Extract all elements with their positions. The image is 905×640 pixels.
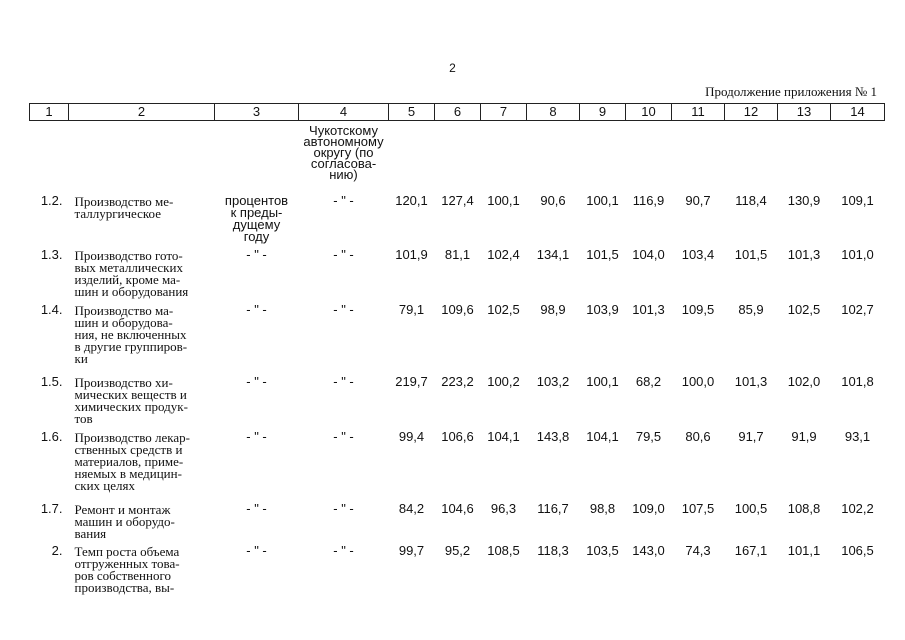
value-cell-col-10: 79,5 bbox=[635, 428, 662, 444]
value-cell-col-7: 96,3 bbox=[490, 500, 517, 516]
unit-line: процентов bbox=[224, 192, 289, 208]
value-cell-col-9: 103,9 bbox=[586, 301, 619, 317]
value-cell-col-12: 100,5 bbox=[734, 500, 768, 516]
value-cell-col-6: 106,6 bbox=[441, 428, 474, 444]
indicator-name-line: ния, не включенных bbox=[74, 326, 187, 342]
column-number-4: 4 bbox=[299, 104, 389, 121]
indicator-name-line: шин и оборудова- bbox=[74, 314, 173, 330]
unit-cell bbox=[215, 374, 299, 429]
value-cell-col-11: 103,4 bbox=[681, 246, 715, 262]
indicator-name-line: отгруженных това- bbox=[74, 555, 180, 571]
source-line: автономному bbox=[303, 134, 384, 149]
value-cell-col-13: 130,9 bbox=[787, 192, 821, 208]
column-number-row bbox=[30, 104, 885, 121]
column-number-3: 3 bbox=[215, 104, 299, 121]
value-cell-col-9: 104,1 bbox=[586, 428, 619, 444]
unit-line: - " - bbox=[246, 500, 267, 516]
value-cell-col-10: 143,0 bbox=[632, 542, 665, 558]
value-cell-col-11: 74,3 bbox=[685, 542, 711, 558]
unit-cell bbox=[215, 247, 299, 302]
column-number-1: 1 bbox=[30, 104, 69, 121]
value-cell-col-13: 108,8 bbox=[787, 500, 821, 516]
source-line: Чукотскому bbox=[309, 123, 378, 138]
value-cell-col-13: 91,9 bbox=[791, 428, 817, 444]
indicator-name-line: ки bbox=[74, 350, 88, 366]
row-code: 2. bbox=[51, 542, 63, 558]
row-code: 1.5. bbox=[40, 373, 63, 389]
column-number-13: 13 bbox=[778, 104, 831, 121]
indicator-name-line: производства, вы- bbox=[74, 579, 175, 595]
source-cell: - " - bbox=[333, 373, 354, 389]
value-cell-col-6: 223,2 bbox=[441, 373, 474, 389]
value-cell-col-11: 107,5 bbox=[681, 500, 715, 516]
column-number-11: 11 bbox=[672, 104, 725, 121]
unit-line: - " - bbox=[246, 301, 267, 317]
value-cell-col-8: 90,6 bbox=[540, 192, 566, 208]
value-cell-col-14: 102,7 bbox=[841, 301, 874, 317]
value-cell-col-5: 219,7 bbox=[395, 373, 428, 389]
column-number-5: 5 bbox=[389, 104, 435, 121]
value-cell-col-11: 100,0 bbox=[681, 373, 715, 389]
value-cell-col-14: 93,1 bbox=[844, 428, 871, 444]
data-table bbox=[29, 103, 885, 603]
value-cell-col-11: 80,6 bbox=[685, 428, 711, 444]
value-cell-col-12: 101,5 bbox=[734, 246, 768, 262]
table-row bbox=[30, 429, 885, 501]
row-code: 1.2. bbox=[40, 192, 63, 208]
value-cell-col-12: 118,4 bbox=[735, 192, 767, 208]
value-cell-col-13: 101,3 bbox=[787, 246, 821, 262]
column-number-6: 6 bbox=[435, 104, 481, 121]
value-cell-col-5: 99,4 bbox=[398, 428, 425, 444]
column-number-7: 7 bbox=[481, 104, 527, 121]
value-cell-col-6: 81,1 bbox=[444, 246, 471, 262]
unit-cell bbox=[215, 302, 299, 374]
table-row bbox=[30, 193, 885, 247]
indicator-name-line: Производство лекар- bbox=[74, 429, 190, 445]
unit-cell bbox=[215, 543, 299, 603]
value-cell-col-14: 102,2 bbox=[841, 500, 874, 516]
value-cell-col-10: 116,9 bbox=[632, 192, 665, 208]
value-cell-col-14: 109,1 bbox=[841, 192, 874, 208]
value-cell-col-10: 101,3 bbox=[632, 301, 665, 317]
value-cell-col-6: 95,2 bbox=[444, 542, 471, 558]
indicator-name-line: Темп роста объема bbox=[74, 543, 180, 559]
indicator-name-line: ственных средств и bbox=[74, 441, 183, 457]
indicator-name-line: машин и оборудо- bbox=[74, 513, 175, 529]
value-cell-col-8: 103,2 bbox=[536, 373, 570, 389]
unit-line: году bbox=[243, 228, 270, 244]
column-number-9: 9 bbox=[580, 104, 626, 121]
value-cell-col-5: 99,7 bbox=[398, 542, 425, 558]
value-cell-col-7: 100,2 bbox=[487, 373, 520, 389]
indicator-name-line: химических продук- bbox=[74, 398, 188, 414]
value-cell-col-8: 134,1 bbox=[536, 246, 570, 262]
value-cell-col-8: 98,9 bbox=[540, 301, 566, 317]
unit-cell bbox=[215, 501, 299, 543]
value-cell-col-5: 84,2 bbox=[398, 500, 425, 516]
indicator-name-line: Производство ма- bbox=[74, 302, 174, 318]
value-cell-col-9: 101,5 bbox=[586, 246, 619, 262]
source-line: округу (по bbox=[313, 145, 374, 160]
value-cell-col-13: 101,1 bbox=[787, 542, 821, 558]
unit-line: к преды- bbox=[230, 204, 283, 220]
indicator-name-line: изделий, кроме ма- bbox=[74, 271, 181, 287]
source-cell: - " - bbox=[333, 428, 354, 444]
value-cell-col-6: 109,6 bbox=[441, 301, 474, 317]
source-cell: - " - bbox=[333, 246, 354, 262]
indicator-name-line: Ремонт и монтаж bbox=[74, 501, 171, 517]
value-cell-col-9: 100,1 bbox=[586, 192, 619, 208]
indicator-name-line: ров собственного bbox=[74, 567, 171, 583]
unit-line: - " - bbox=[246, 428, 267, 444]
value-cell-col-7: 108,5 bbox=[487, 542, 520, 558]
value-cell-col-5: 101,9 bbox=[395, 246, 428, 262]
value-cell-col-6: 104,6 bbox=[441, 500, 474, 516]
table-row bbox=[30, 543, 885, 603]
value-cell-col-12: 101,3 bbox=[734, 373, 768, 389]
value-cell-col-12: 85,9 bbox=[738, 301, 764, 317]
value-cell-col-14: 106,5 bbox=[841, 542, 874, 558]
indicator-name-line: в другие группиров- bbox=[74, 338, 188, 354]
value-cell-col-5: 79,1 bbox=[398, 301, 425, 317]
value-cell-col-7: 104,1 bbox=[487, 428, 520, 444]
unit-line: - " - bbox=[246, 246, 267, 262]
value-cell-col-13: 102,5 bbox=[787, 301, 821, 317]
indicator-name-line: шин и оборудования bbox=[74, 283, 189, 299]
indicator-name-line: материалов, приме- bbox=[74, 453, 184, 469]
unit-line: дущему bbox=[232, 216, 281, 232]
continuation-label: Продолжение приложения № 1 bbox=[705, 84, 877, 99]
row-code: 1.7. bbox=[40, 500, 63, 516]
column-number-2: 2 bbox=[69, 104, 215, 121]
table-row bbox=[30, 302, 885, 374]
value-cell-col-12: 167,1 bbox=[734, 542, 768, 558]
indicator-name-line: мических веществ и bbox=[74, 386, 187, 402]
indicator-name-line: вых металлических bbox=[74, 259, 183, 275]
indicator-name bbox=[69, 302, 215, 374]
unit-cell bbox=[215, 429, 299, 501]
indicator-name bbox=[69, 501, 215, 543]
column-number-14: 14 bbox=[831, 104, 885, 121]
indicator-name-line: таллургическое bbox=[74, 205, 161, 221]
value-cell-col-14: 101,0 bbox=[841, 246, 874, 262]
value-cell-col-9: 100,1 bbox=[586, 373, 619, 389]
table-row bbox=[30, 247, 885, 302]
value-cell-col-10: 104,0 bbox=[632, 246, 665, 262]
source-cell: - " - bbox=[333, 542, 354, 558]
source-line: согласова- bbox=[310, 156, 377, 171]
column-number-10: 10 bbox=[626, 104, 672, 121]
indicator-name-line: ских целях bbox=[74, 477, 135, 493]
value-cell-col-13: 102,0 bbox=[787, 373, 821, 389]
value-cell-col-9: 103,5 bbox=[586, 542, 619, 558]
value-cell-col-10: 109,0 bbox=[632, 500, 665, 516]
value-cell-col-8: 143,8 bbox=[536, 428, 570, 444]
indicator-name bbox=[69, 374, 215, 429]
value-cell-col-12: 91,7 bbox=[738, 428, 764, 444]
value-cell-col-7: 102,4 bbox=[487, 246, 520, 262]
indicator-name bbox=[69, 193, 215, 247]
table-row bbox=[30, 374, 885, 429]
unit-line: - " - bbox=[246, 373, 267, 389]
column-number-12: 12 bbox=[725, 104, 778, 121]
value-cell-col-6: 127,4 bbox=[441, 192, 474, 208]
indicator-name-line: Производство ме- bbox=[74, 193, 174, 209]
indicator-name-line: вания bbox=[74, 525, 107, 541]
table-row bbox=[30, 501, 885, 543]
value-cell-col-14: 101,8 bbox=[841, 373, 874, 389]
value-cell-col-11: 90,7 bbox=[685, 192, 711, 208]
value-cell-col-9: 98,8 bbox=[589, 500, 616, 516]
table-row-source-continuation bbox=[30, 121, 885, 193]
value-cell-col-5: 120,1 bbox=[395, 192, 428, 208]
indicator-name-line: няемых в медицин- bbox=[74, 465, 182, 481]
value-cell-col-8: 118,3 bbox=[537, 542, 569, 558]
indicator-name bbox=[69, 247, 215, 302]
indicator-name bbox=[69, 543, 215, 603]
row-code: 1.4. bbox=[40, 301, 63, 317]
row-code: 1.3. bbox=[40, 246, 63, 262]
column-number-8: 8 bbox=[527, 104, 580, 121]
indicator-name-line: тов bbox=[74, 410, 93, 426]
value-cell-col-11: 109,5 bbox=[681, 301, 715, 317]
value-cell-col-8: 116,7 bbox=[537, 500, 569, 516]
page-number: 2 bbox=[449, 61, 456, 75]
indicator-name bbox=[69, 429, 215, 501]
unit-line: - " - bbox=[246, 542, 267, 558]
source-cell: - " - bbox=[333, 301, 354, 317]
value-cell-col-10: 68,2 bbox=[635, 373, 662, 389]
indicator-name-line: Производство хи- bbox=[74, 374, 173, 390]
row-code: 1.6. bbox=[40, 428, 63, 444]
source-line: нию) bbox=[329, 167, 358, 182]
value-cell-col-7: 100,1 bbox=[487, 192, 520, 208]
source-cell: - " - bbox=[333, 192, 354, 208]
indicator-name-line: Производство гото- bbox=[74, 247, 183, 263]
value-cell-col-7: 102,5 bbox=[487, 301, 520, 317]
source-cell: - " - bbox=[333, 500, 354, 516]
unit-cell bbox=[215, 193, 299, 247]
source-continuation-cell bbox=[299, 121, 389, 193]
